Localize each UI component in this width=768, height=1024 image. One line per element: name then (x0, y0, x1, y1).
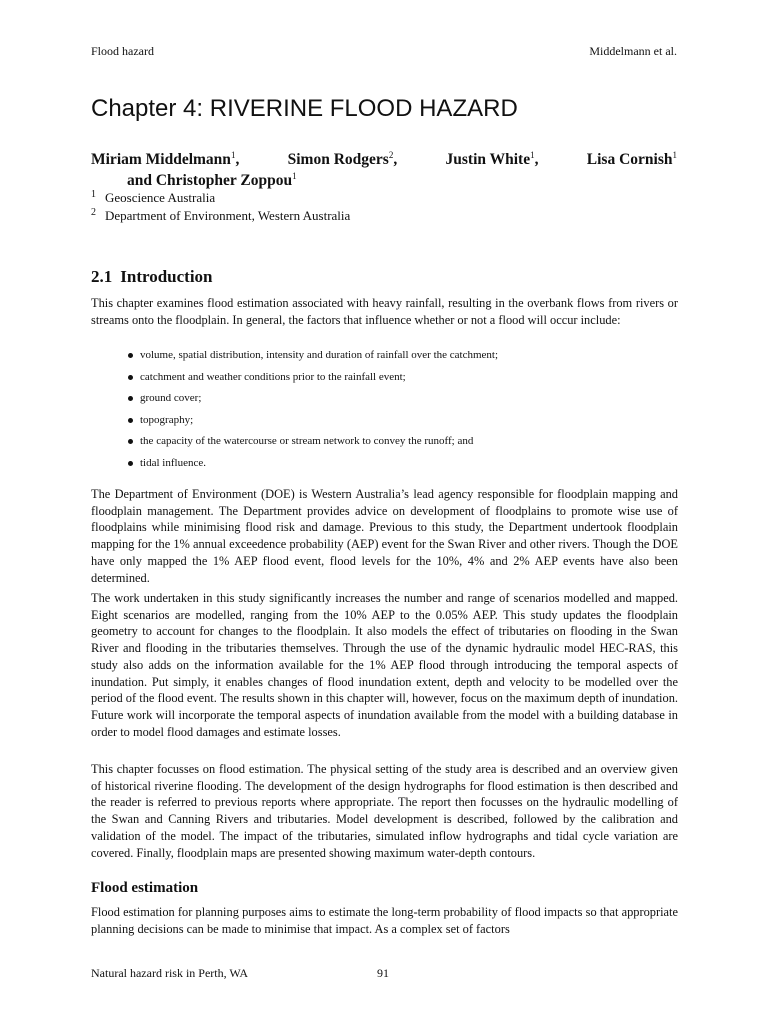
list-item: the capacity of the watercourse or stream network to convey the runoff; and (128, 434, 668, 456)
bullet-list (128, 348, 668, 477)
affiliation: 2 Department of Environment, Western Australia (91, 207, 351, 223)
bullet-icon (128, 418, 133, 423)
list-item: catchment and weather conditions prior to the rainfall event; (128, 370, 668, 392)
bullet-icon (128, 461, 133, 466)
subheading: Flood estimation (91, 880, 199, 896)
running-header (91, 44, 677, 58)
paragraph: The work undertaken in this study significantly increases the number and range of scenarios modelled and mapped. Eight scenarios are modelled, ranging from the 10% AEP to the 0.05% AEP. This study updates the floodplain geometry to account for changes to the floodplain. It also models the effect of tributaries on flooding in the Swan River and flooding in the tributaries themselves. Through the use of the dynamic hydraulic model HEC-RAS, this study also adds on the information available for the 1% AEP flood through introducing the temporal aspects of inundation. Put simply, it enables changes of flood inundation extent, depth and velocity to be modelled over the period of the flood event. The results shown in this chapter will, however, focus on the maximum depth of inundation. Future work will incorporate the temporal aspects of inundation available from the model with a building database in order to model flood damages and estimate losses. (91, 591, 678, 739)
bullet-icon (128, 375, 133, 380)
list-item: tidal influence. (128, 456, 668, 478)
author: Justin White$^1$, (445, 150, 539, 168)
paragraph: The Department of Environment (DOE) is Western Australia’s lead agency responsible for floodplain mapping and floodplain management. The Department provides advice on development of floodplains to promote wise use of floodplains while minimising flood risk and damage. Previous to this study, the Department undertook floodplain mapping for the 1% annual exceedence probability (AEP) event for the Swan River and other rivers. Though the DOE have only mapped the 1% AEP flood event, flood levels for the 10%, 4% and 2% AEP events have also been determined. (91, 487, 678, 585)
paragraph: This chapter focusses on flood estimation. The physical setting of the study area is described and an overview given of historical riverine flooding. The development of the design hydrographs for flood estimation is then described and the reader is referred to previous reports where appropriate. The report then focusses on the hydraulic modelling of the Swan and Canning Rivers and tributaries. Model development is described, followed by the calibration and validation of the model. The impact of the tributaries, simulated inflow hydrographs and tidal cycle variation are covered. Finally, floodplain maps are presented showing maximum water-depth contours. (91, 762, 678, 860)
author: Miriam Middelmann$^1$, (91, 150, 240, 168)
paragraph: This chapter examines flood estimation associated with heavy rainfall, resulting in the overbank flows from rivers or streams onto the floodplain. In general, the factors that influence whether or not a flood will occur include: (91, 296, 678, 327)
section-heading: 2.1 Introduction (91, 267, 213, 286)
author-list (91, 149, 677, 191)
affiliations (91, 189, 350, 225)
list-item: topography; (128, 413, 668, 435)
author: Lisa Cornish$^1$ (586, 150, 677, 168)
chapter-title: Chapter 4: RIVERINE FLOOD HAZARD (91, 95, 518, 122)
paragraph: Flood estimation for planning purposes aims to estimate the long-term probability of flood impacts so that appropriate planning decisions can be made to minimise that impact. As a complex set of factors (91, 905, 678, 936)
list-item: volume, spatial distribution, intensity and duration of rainfall over the catchment; (128, 348, 668, 370)
bullet-icon (128, 439, 133, 444)
header-left: Flood hazard (91, 44, 154, 58)
header-right: Middelmann et al. (589, 44, 677, 58)
bullet-icon (128, 396, 133, 401)
footer-title: Natural hazard risk in Perth, WA (91, 966, 249, 980)
author: and Christopher Zoppou$^1$ (127, 171, 297, 189)
page-number: 91 (377, 966, 389, 980)
page-footer (91, 966, 491, 980)
affiliation: 1 Geoscience Australia (91, 189, 216, 205)
author: Simon Rodgers$^2$, (287, 150, 398, 168)
list-item: ground cover; (128, 391, 668, 413)
bullet-icon (128, 353, 133, 358)
